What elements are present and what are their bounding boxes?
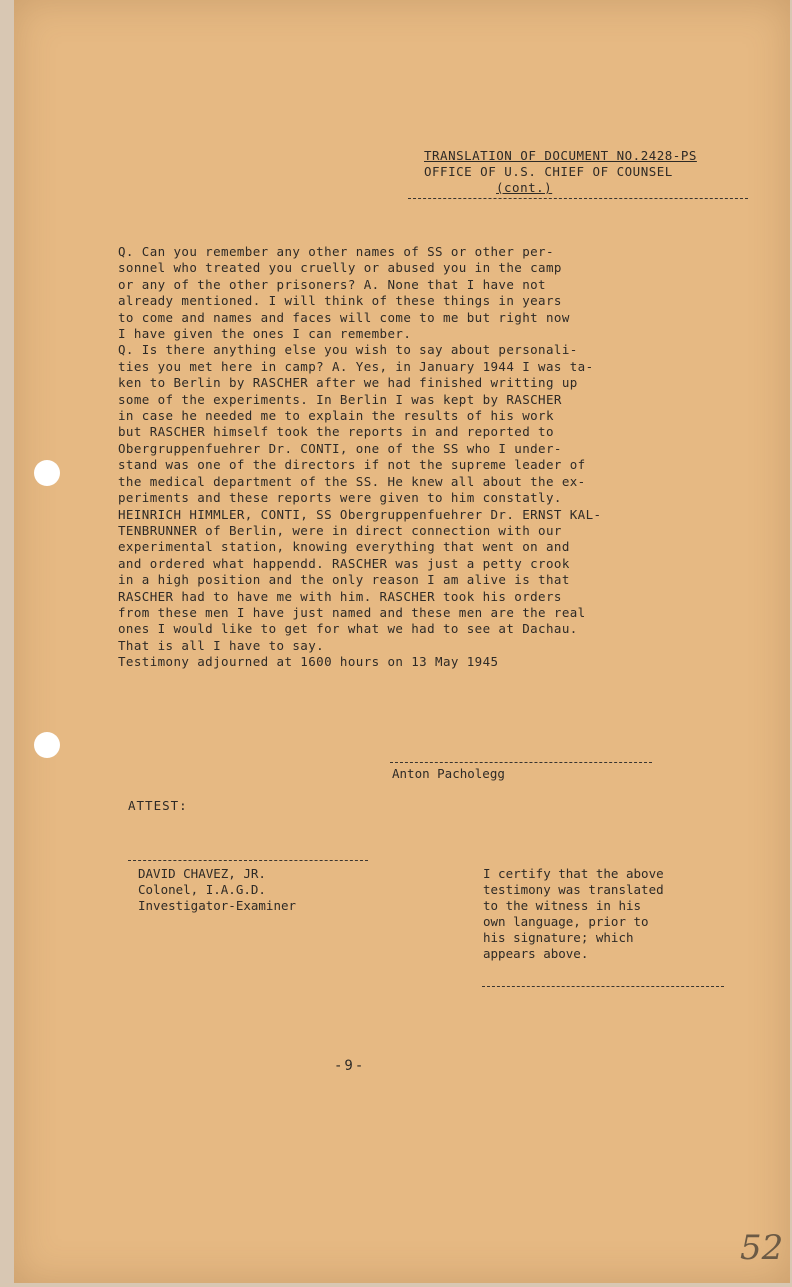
body-line: in a high position and the only reason I am alive is that: [118, 572, 570, 588]
body-line: RASCHER had to have me with him. RASCHER took his orders: [118, 588, 562, 604]
attest-label: ATTEST:: [128, 798, 188, 813]
handwritten-page-number: 52: [740, 1228, 784, 1268]
body-line: periments and these reports were given to him constatly.: [118, 490, 562, 506]
body-line: from these men I have just named and these men are the real: [118, 604, 586, 620]
testimony-body: [118, 244, 758, 671]
body-line: Testimony adjourned at 1600 hours on 13 May 1945: [118, 654, 499, 670]
document-header: [424, 148, 769, 196]
body-line: ones I would like to get for what we had to see at Dachau.: [118, 621, 578, 637]
witness-signature-line: [390, 762, 652, 763]
body-line: some of the experiments. In Berlin I was kept by RASCHER: [118, 391, 562, 407]
body-line: stand was one of the directors if not the supreme leader of: [118, 457, 586, 473]
certification-line: to the witness in his: [483, 898, 642, 913]
investigator-title: Investigator-Examiner: [138, 898, 297, 913]
certification-line: appears above.: [483, 946, 589, 961]
investigator-signature-line: [128, 860, 368, 861]
body-line: TENBRUNNER of Berlin, were in direct connection with our: [118, 522, 562, 538]
body-line: already mentioned. I will think of these things in years: [118, 293, 562, 309]
certification-line: testimony was translated: [483, 882, 664, 897]
witness-name: Anton Pacholegg: [392, 766, 505, 781]
header-line-3: (cont.): [496, 180, 553, 195]
body-line: ties you met here in camp? A. Yes, in January 1944 I was ta-: [118, 358, 594, 374]
header-rule: [408, 198, 748, 199]
certification-line: I certify that the above: [483, 866, 664, 881]
investigator-rank: Colonel, I.A.G.D.: [138, 882, 266, 897]
translator-signature-line: [482, 986, 724, 987]
body-line: to come and names and faces will come to me but right now: [118, 309, 570, 325]
body-line: ken to Berlin by RASCHER after we had finished writting up: [118, 375, 578, 391]
body-line: sonnel who treated you cruelly or abused you in the camp: [118, 260, 562, 276]
body-line: or any of the other prisoners? A. None that I have not: [118, 276, 546, 292]
certification-line: his signature; which: [483, 930, 634, 945]
page-number: -9-: [334, 1058, 366, 1074]
header-line-1: TRANSLATION OF DOCUMENT NO.2428-PS: [424, 148, 697, 163]
certification-block: [483, 866, 664, 962]
header-line-2: OFFICE OF U.S. CHIEF OF COUNSEL: [424, 164, 673, 179]
body-line: That is all I have to say.: [118, 637, 325, 653]
body-line: the medical department of the SS. He knew all about the ex-: [118, 473, 586, 489]
certification-line: own language, prior to: [483, 914, 649, 929]
body-line: Q. Can you remember any other names of SS or other per-: [118, 244, 554, 259]
punch-hole-lower: [34, 732, 60, 758]
investigator-name: DAVID CHAVEZ, JR.: [138, 866, 266, 881]
punch-hole-upper: [34, 460, 60, 486]
body-line: experimental station, knowing everything that went on and: [118, 539, 570, 555]
body-line: but RASCHER himself took the reports in and reported to: [118, 424, 554, 440]
investigator-block: [138, 866, 296, 914]
body-line: Obergruppenfuehrer Dr. CONTI, one of the SS who I under-: [118, 440, 562, 456]
body-line: in case he needed me to explain the results of his work: [118, 408, 554, 424]
body-line: HEINRICH HIMMLER, CONTI, SS Obergruppenfuehrer Dr. ERNST KAL-: [118, 506, 602, 522]
body-line: and ordered what happendd. RASCHER was just a petty crook: [118, 555, 570, 571]
body-line: I have given the ones I can remember.: [118, 326, 412, 342]
body-line: Q. Is there anything else you wish to say about personali-: [118, 342, 578, 358]
